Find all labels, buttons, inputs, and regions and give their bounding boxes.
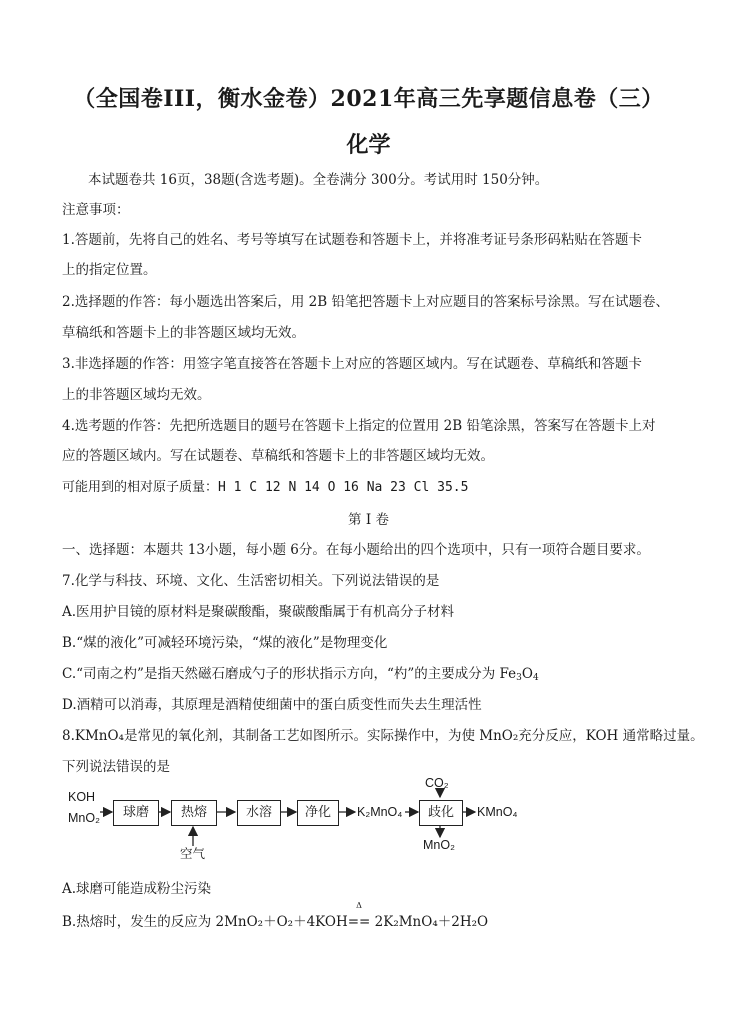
- notice-heading: 注意事项：: [62, 202, 130, 218]
- notice-line: 3.非选择题的作答：用签字笔直接答在答题卡上对应的答题区域内。写在试题卷、草稿纸和答题卡: [62, 356, 642, 372]
- equals-sign: ==: [347, 914, 371, 930]
- step-hot-melt: 热熔: [171, 800, 217, 826]
- input-air: 空气: [180, 846, 206, 861]
- question-7-option-c: [62, 662, 539, 683]
- subscript: 3: [516, 673, 522, 683]
- notice-line: 4.选考题的作答：先把所选题目的题号在答题卡上指定的位置用 2B 铅笔涂黑，答案写在答题卡上对: [62, 418, 656, 434]
- product-kmno4: KMnO₄: [477, 805, 518, 819]
- step-ball-milling: 球磨: [113, 800, 159, 826]
- option-c-text: O: [521, 666, 533, 682]
- option-b-text: B.热熔时，发生的反应为 2MnO₂＋O₂＋4KOH: [62, 914, 348, 930]
- intermediate-k2mno4: K₂MnO₄: [357, 805, 403, 819]
- option-c-text: C.“司南之杓”是指天然磁石磨成勺子的形状指示方向，“杓”的主要成分为 Fe: [62, 666, 517, 682]
- step-purify: 净化: [297, 800, 339, 826]
- question-7-option-d: D.酒精可以消毒，其原理是酒精使细菌中的蛋白质变性而失去生理活性: [62, 697, 482, 713]
- step-disproportionation: 歧化: [419, 800, 463, 826]
- question-8-stem: 8.KMnO₄是常见的氧化剂，其制备工艺如图所示。实际操作中，为使 MnO₂充分反应，KOH 通常略过量。: [62, 728, 704, 744]
- option-b-text: 2K₂MnO₄＋2H₂O: [370, 914, 489, 930]
- question-7-stem: 7.化学与科技、环境、文化、生活密切相关。下列说法错误的是: [62, 573, 440, 589]
- question-8-option-a: A.球磨可能造成粉尘污染: [62, 881, 212, 897]
- question-7-option-a: A.医用护目镜的原材料是聚碳酸酯，聚碳酸酯属于有机高分子材料: [62, 604, 455, 620]
- input-co2: CO₂: [425, 776, 449, 790]
- atomic-masses: 可能用到的相对原子质量：H 1 C 12 N 14 O 16 Na 23 Cl 35.5: [62, 480, 469, 495]
- subscript: 4: [532, 673, 539, 683]
- process-flow-diagram: [0, 776, 737, 861]
- step-dissolve: 水溶: [237, 800, 281, 826]
- notice-line: 上的指定位置。: [62, 262, 157, 278]
- input-mno2: MnO₂: [68, 811, 100, 825]
- heat-condition: Δ: [356, 901, 362, 910]
- notice-line: 应的答题区域内。写在试题卷、草稿纸和答题卡上的非答题区域均无效。: [62, 448, 494, 464]
- notice-line: 草稿纸和答题卡上的非答题区域均无效。: [62, 325, 305, 341]
- exam-title: （全国卷III，衡水金卷）2021年高三先享题信息卷（三）: [73, 86, 664, 112]
- exam-intro: 本试题卷共 16页，38题(含选考题)。全卷满分 300分。考试用时 150分钟。: [88, 172, 549, 188]
- byproduct-mno2: MnO₂: [423, 838, 455, 852]
- notice-line: 上的非答题区域均无效。: [62, 387, 211, 403]
- volume-label: 第 I 卷: [348, 512, 389, 528]
- subject-title: 化学: [346, 132, 391, 158]
- question-8-option-b: [62, 901, 489, 930]
- notice-line: 2.选择题的作答：每小题选出答案后，用 2B 铅笔把答题卡上对应题目的答案标号涂黑。写在试题卷、: [62, 294, 669, 310]
- section-heading: 一、选择题：本题共 13小题，每小题 6分。在每小题给出的四个选项中，只有一项符合题目要求。: [62, 542, 650, 558]
- question-8-stem: 下列说法错误的是: [62, 759, 170, 775]
- flow-arrows: [0, 780, 737, 860]
- notice-line: 1.答题前，先将自己的姓名、考号等填写在试题卷和答题卡上，并将准考证号条形码粘贴在答题卡: [62, 232, 642, 248]
- heat-equals-sign: [347, 901, 371, 930]
- question-7-option-b: B.“煤的液化”可减轻环境污染，“煤的液化”是物理变化: [62, 635, 388, 651]
- input-koh: KOH: [68, 790, 96, 804]
